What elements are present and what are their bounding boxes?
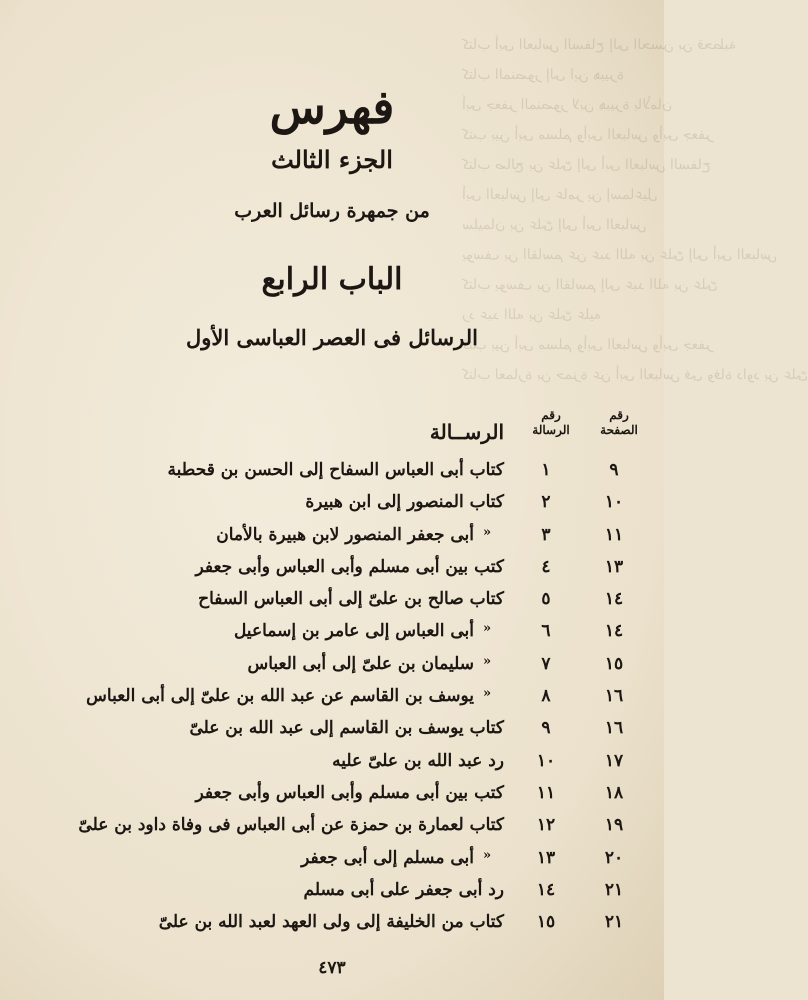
- toc-page-number: ١١: [604, 524, 624, 545]
- toc-page-number: ١٦: [604, 718, 624, 739]
- toc-page-number: ١٦: [604, 686, 624, 707]
- chapter-subtitle: الرسائل فى العصر العباسى الأول: [186, 325, 478, 350]
- toc-entry-text: أبى جعفر المنصور لابن هبيرة بالأمان: [216, 524, 474, 545]
- volume-part: الجزء الثالث: [271, 145, 393, 174]
- toc-page-number: ١٨: [604, 782, 624, 803]
- chapter-heading: الباب الرابع: [261, 262, 403, 297]
- toc-page-number: ١٠: [604, 492, 624, 513]
- toc-row: [0, 811, 664, 843]
- ditto-mark: «: [482, 524, 492, 540]
- ditto-mark: «: [482, 653, 492, 669]
- toc-letter-number: ٣: [541, 524, 551, 545]
- toc-list: [0, 456, 664, 940]
- toc-page-number: ٢١: [604, 879, 624, 900]
- toc-letter-number: ٦: [541, 621, 551, 642]
- toc-row: [0, 682, 664, 714]
- toc-page-number: ١٥: [604, 653, 624, 674]
- toc-letter-number: ١٤: [536, 879, 556, 900]
- toc-row: [0, 617, 664, 649]
- toc-entry-text: كتاب يوسف بن القاسم إلى عبد الله بن علىّ: [189, 718, 504, 739]
- toc-page-number: ١٤: [604, 589, 624, 610]
- toc-letter-number: ٤: [541, 556, 551, 577]
- toc-entry-text: رد عبد الله بن علىّ عليه: [332, 750, 504, 771]
- toc-letter-number: ٧: [541, 653, 551, 674]
- toc-letter-number: ٢: [541, 492, 551, 513]
- source-title: من جمهرة رسائل العرب: [234, 200, 430, 222]
- toc-row: [0, 844, 664, 876]
- toc-entry-text: كتاب أبى العباس السفاح إلى الحسن بن قحطبة: [167, 460, 504, 480]
- toc-entry-text: كتاب المنصور إلى ابن هبيرة: [305, 492, 504, 513]
- toc-row: [0, 553, 664, 585]
- header-letter-number: رقم الرسالة: [532, 408, 570, 437]
- toc-entry-text: أبى العباس إلى عامر بن إسماعيل: [233, 621, 474, 642]
- ditto-mark: «: [482, 847, 492, 863]
- toc-page-number: ١٧: [604, 750, 624, 771]
- toc-page-number: ٢٠: [604, 847, 624, 868]
- toc-letter-number: ١: [541, 460, 551, 480]
- toc-letter-number: ٨: [541, 686, 551, 707]
- toc-page-number: ٩: [609, 460, 619, 480]
- toc-letter-number: ١٢: [536, 815, 556, 836]
- toc-entry-text: أبى مسلم إلى أبى جعفر: [301, 847, 474, 868]
- toc-entry-text: كتاب صالح بن علىّ إلى أبى العباس السفاح: [198, 589, 504, 610]
- toc-row: [0, 650, 664, 682]
- toc-row: [0, 747, 664, 779]
- ditto-mark: «: [482, 621, 492, 637]
- toc-letter-number: ١٣: [536, 847, 556, 868]
- toc-letter-number: ١٥: [536, 912, 556, 933]
- toc-letter-number: ٩: [541, 718, 551, 739]
- toc-letter-number: ٥: [541, 589, 551, 610]
- toc-row: [0, 521, 664, 553]
- toc-entry-text: كتب بين أبى مسلم وأبى العباس وأبى جعفر: [195, 556, 504, 577]
- toc-entry-text: يوسف بن القاسم عن عبد الله بن علىّ إلى أبى العباس: [86, 686, 474, 707]
- bleed-through-text: كتاب أبى العباس السفاح إلى الحسن بن قحطبة كتاب المنصور إلى ابن هبيرة أبى جعفر المنصور لابن هبيرة بالأمان كتب بين أبى مسلم وأبى العباس وأبى جعفر كتاب صالح بن علىّ إلى أبى العباس السفاح أبى العباس إلى عامر بن إسماعيل سليمان بن علىّ إلى أبى العباس يوسف بن القاسم عن عبد الله بن علىّ إلى أبى العباس كتاب يوسف بن القاسم إلى عبد الله بن علىّ رد عبد الله بن علىّ عليه كتب بين أبى مسلم وأبى العباس وأبى جعفر كتاب لعمارة بن حمزة عن أبى العباس فى وفاة داود بن علىّ: [462, 37, 808, 383]
- toc-entry-text: سليمان بن علىّ إلى أبى العباس: [247, 653, 474, 674]
- page-title: فهرس: [269, 80, 395, 134]
- toc-page-number: ١٤: [604, 621, 624, 642]
- toc-row: [0, 779, 664, 811]
- header-page-number: رقم الصفحة: [600, 408, 638, 437]
- toc-row: [0, 585, 664, 617]
- toc-entry-text: رد أبى جعفر على أبى مسلم: [303, 879, 504, 900]
- ditto-mark: «: [482, 686, 492, 702]
- toc-page-number: ١٣: [604, 556, 624, 577]
- toc-row: [0, 456, 664, 488]
- toc-page-number: ٢١: [604, 912, 624, 933]
- toc-row: [0, 488, 664, 520]
- header-letter: الرســالة: [429, 420, 504, 444]
- page-number: ٤٧٣: [318, 958, 346, 978]
- toc-entry-text: كتاب من الخليفة إلى ولى العهد لعبد الله بن علىّ: [158, 912, 504, 933]
- toc-row: [0, 714, 664, 746]
- toc-page-number: ١٩: [604, 815, 624, 836]
- toc-row: [0, 876, 664, 908]
- toc-letter-number: ١٠: [536, 750, 556, 771]
- toc-letter-number: ١١: [536, 782, 556, 803]
- toc-row: [0, 908, 664, 940]
- toc-entry-text: كتاب لعمارة بن حمزة عن أبى العباس فى وفاة داود بن علىّ: [78, 815, 504, 836]
- toc-entry-text: كتب بين أبى مسلم وأبى العباس وأبى جعفر: [195, 782, 504, 803]
